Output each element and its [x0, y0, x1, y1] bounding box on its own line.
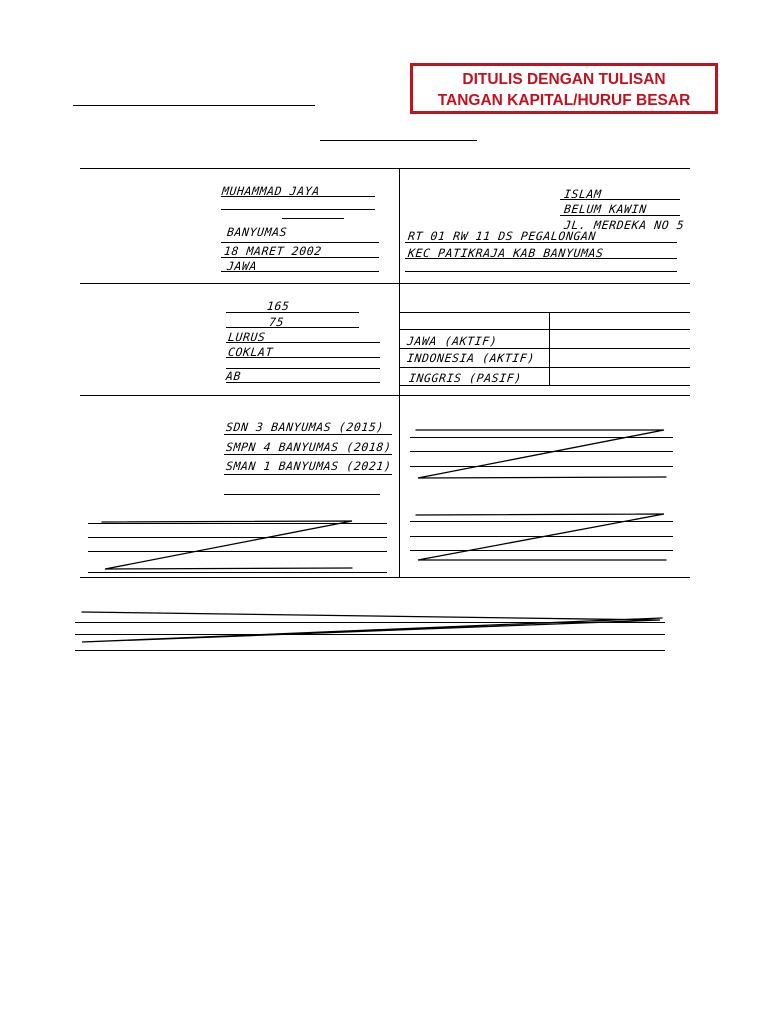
- weight-value: 75: [268, 315, 285, 329]
- blood-type-value: AB: [225, 369, 242, 383]
- address-rt-rw-value: RT 01 RW 11 DS PEGALONGAN: [407, 229, 597, 243]
- language-item-3: INGGRIS (PASIF): [408, 371, 523, 385]
- language-item-2: INDONESIA (AKTIF): [406, 351, 536, 365]
- height-value: 165: [266, 299, 291, 313]
- strike-bottom: [82, 612, 662, 642]
- education-item-1: SDN 3 BANYUMAS (2015): [225, 420, 385, 434]
- education-item-2: SMPN 4 BANYUMAS (2018): [225, 440, 393, 454]
- address-street-value: JL. MERDEKA NO 5: [563, 218, 686, 232]
- hair-type-value: LURUS: [227, 330, 267, 344]
- ethnicity-value: JAWA: [226, 259, 258, 273]
- address-district-value: KEC PATIKRAJA KAB BANYUMAS: [407, 246, 605, 260]
- strike-right-lower: [416, 514, 666, 560]
- name-value: MUHAMMAD JAYA: [221, 184, 321, 198]
- notice-line-1: DITULIS DENGAN TULISAN: [462, 71, 666, 88]
- notice-line-2: TANGAN KAPITAL/HURUF BESAR: [437, 92, 691, 109]
- strike-left-lower: [102, 521, 352, 569]
- language-item-1: JAWA (AKTIF): [406, 334, 499, 348]
- marital-status-value: BELUM KAWIN: [563, 202, 648, 216]
- skin-color-value: COKLAT: [227, 345, 274, 359]
- education-item-3: SMAN 1 BANYUMAS (2021): [225, 459, 393, 473]
- religion-value: ISLAM: [563, 187, 603, 201]
- birthdate-value: 18 MARET 2002: [223, 244, 323, 258]
- strike-right-upper: [416, 430, 666, 478]
- birthplace-value: BANYUMAS: [226, 225, 288, 239]
